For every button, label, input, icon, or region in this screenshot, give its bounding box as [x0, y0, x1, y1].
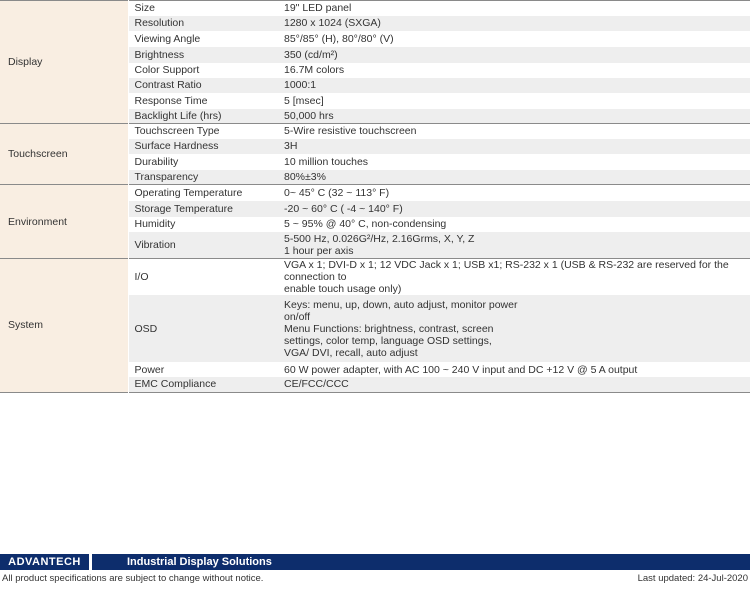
advantech-logo: ADVANTECH — [0, 554, 92, 570]
spec-category: Touchscreen — [0, 124, 128, 185]
spec-row — [0, 259, 750, 296]
spec-value: 1280 x 1024 (SXGA) — [278, 16, 750, 31]
spec-category: Display — [0, 1, 128, 124]
spec-value: 1000:1 — [278, 78, 750, 93]
spec-value: 5-Wire resistive touchscreen — [278, 124, 750, 139]
spec-value: 0~ 45° C (32 ~ 113° F) — [278, 185, 750, 201]
spec-value: -20 ~ 60° C ( -4 ~ 140° F) — [278, 201, 750, 217]
footer-tagline: Industrial Display Solutions — [127, 556, 272, 568]
spec-key: Durability — [128, 154, 278, 170]
spec-value: 85°/85° (H), 80°/80° (V) — [278, 31, 750, 47]
spec-value: CE/FCC/CCC — [278, 377, 750, 392]
spec-key: Viewing Angle — [128, 31, 278, 47]
spec-value: 50,000 hrs — [278, 109, 750, 124]
spec-key: Brightness — [128, 47, 278, 63]
spec-key: Contrast Ratio — [128, 78, 278, 93]
spec-row — [0, 1, 750, 16]
spec-key: Vibration — [128, 232, 278, 259]
spec-key: Power — [128, 362, 278, 377]
spec-value: VGA x 1; DVI-D x 1; 12 VDC Jack x 1; USB x1; RS-232 x 1 (USB & RS-232 are reserved for the connection to enable touch usage only) — [278, 259, 750, 296]
spec-key: Storage Temperature — [128, 201, 278, 217]
spec-table-body — [0, 1, 750, 393]
spec-key: I/O — [128, 259, 278, 296]
spec-value: 350 (cd/m²) — [278, 47, 750, 63]
footer-bar — [0, 554, 750, 570]
spec-key: EMC Compliance — [128, 377, 278, 392]
spec-key: Humidity — [128, 217, 278, 232]
spec-key: Transparency — [128, 170, 278, 185]
spec-key: OSD — [128, 295, 278, 362]
footer-disclaimer: All product specifications are subject to change without notice. — [2, 573, 264, 584]
spec-key: Surface Hardness — [128, 139, 278, 154]
footer-last-updated: Last updated: 24-Jul-2020 — [637, 573, 748, 584]
spec-key: Response Time — [128, 93, 278, 109]
spec-value: 5 ~ 95% @ 40° C, non-condensing — [278, 217, 750, 232]
spec-key: Resolution — [128, 16, 278, 31]
spec-value: Keys: menu, up, down, auto adjust, monitor power on/off Menu Functions: brightness, contrast, screen settings, color temp, language OSD settings, VGA/ DVI, recall, auto adjust — [278, 295, 750, 362]
spec-key: Touchscreen Type — [128, 124, 278, 139]
spec-row — [0, 124, 750, 139]
spec-value: 5-500 Hz, 0.026G²/Hz, 2.16Grms, X, Y, Z 1 hour per axis — [278, 232, 750, 259]
spec-value: 16.7M colors — [278, 63, 750, 78]
spec-key: Backlight Life (hrs) — [128, 109, 278, 124]
spec-category: System — [0, 259, 128, 393]
spec-value: 19" LED panel — [278, 1, 750, 16]
spec-value: 60 W power adapter, with AC 100 ~ 240 V input and DC +12 V @ 5 A output — [278, 362, 750, 377]
spec-key: Size — [128, 1, 278, 16]
spec-value: 3H — [278, 139, 750, 154]
spec-value: 5 [msec] — [278, 93, 750, 109]
spec-category: Environment — [0, 185, 128, 259]
spec-row — [0, 185, 750, 201]
spec-value: 10 million touches — [278, 154, 750, 170]
spec-key: Operating Temperature — [128, 185, 278, 201]
spec-value: 80%±3% — [278, 170, 750, 185]
spec-key: Color Support — [128, 63, 278, 78]
